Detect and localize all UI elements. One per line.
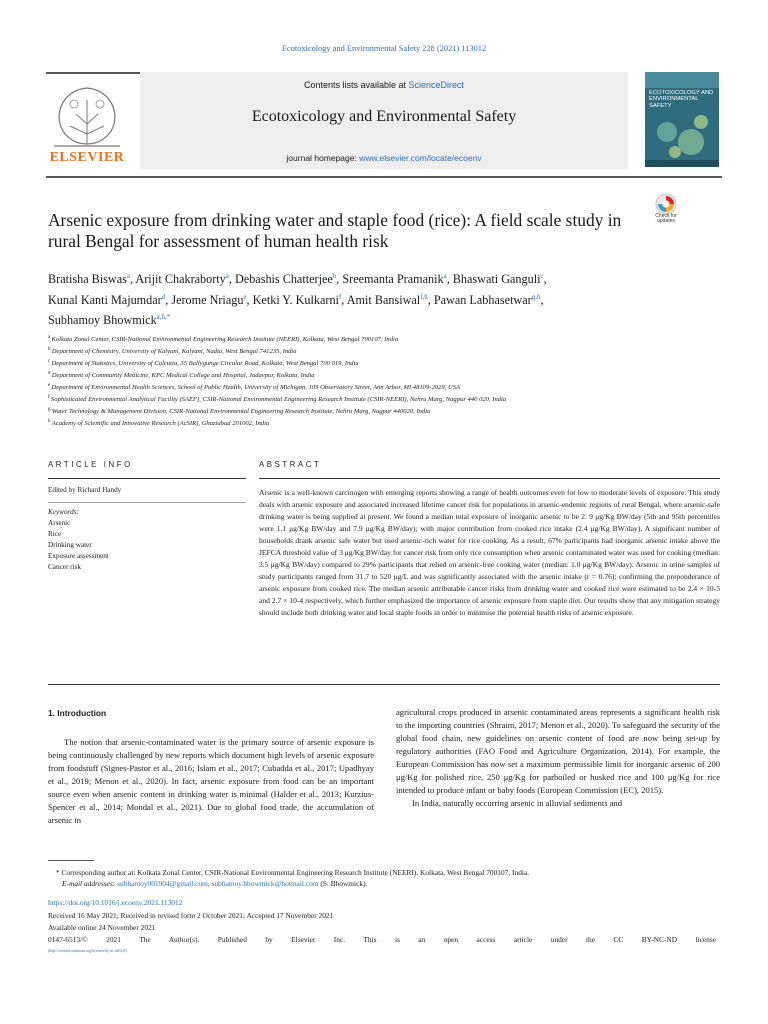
author-name[interactable]: Kunal Kanti Majumdar	[48, 292, 162, 307]
author-name[interactable]: Sreemanta Pramanik	[342, 272, 444, 286]
affiliation-text: Water Technology & Management Division, CSIR-National Environmental Engineering Research Institute, Nehru Marg, Nagpur 440020, India	[51, 408, 431, 415]
email-label: E-mail addresses:	[62, 879, 118, 888]
cover-title-text: ECOTOXICOLOGY AND ENVIRONMENTAL SAFETY	[649, 90, 714, 109]
affiliation-text: Department of Chemistry, University of Kalyani, Kalyani, Nadia, West Bengal 741235, India	[51, 348, 297, 355]
corresponding-author-note: * Corresponding author at: Kolkata Zonal Center, CSIR-National Environmental Engineering Research Institute (NEERI), Kolkata, West Bengal 700107, India.	[56, 868, 530, 877]
author-name[interactable]: Subhamoy Bhowmick	[48, 313, 157, 328]
affiliation-text: Kolkata Zonal Center, CSIR-National Environmental Engineering Research Institute (NEERI), Kolkata, West Bengal 700107, India	[51, 336, 399, 343]
email-links[interactable]: subhamoy001904@gmail.com, subhamoy.bhowmick@hotmail.com	[117, 879, 319, 888]
affiliation-text: Academy of Scientific and Innovative Research (AcSIR), Ghaziabad 201002, India	[51, 420, 270, 427]
author-affiliation-marker[interactable]: b	[332, 272, 337, 280]
article-info-rule	[48, 478, 246, 479]
affiliation-item	[48, 393, 648, 405]
doi-link[interactable]: https://doi.org/10.1016/j.ecoenv.2021.113012	[48, 898, 183, 907]
author-affiliation-marker[interactable]: f,h	[420, 292, 428, 301]
keywords-list	[48, 518, 109, 573]
author-name[interactable]: Pawan Labhasetwar	[433, 292, 532, 307]
affiliation-item	[48, 381, 648, 393]
author-list: Bratisha Biswas$^a$, Arijit Chakraborty$^a$, Debashis Chatterjee$^b$, Sreemanta Pramanik$^a$, Bhaswati Ganguli$^c$, Kunal Kanti Majumdar$^d$, Jerome Nriagu$^e$, Ketki Y. Kulkarni$^f$, Amit Bansiwal$^{f,h}$, Pawan Labhasetwar$^{g,h}$, Subhamoy Bhowmick$^{a,h,*}$	[48, 272, 547, 328]
author-name[interactable]: Bratisha Biswas	[48, 272, 127, 286]
email-addresses	[62, 879, 702, 888]
affiliation-item	[48, 357, 648, 369]
section-heading-introduction: 1. Introduction	[48, 708, 107, 718]
abstract-rule	[259, 478, 720, 479]
keyword-item: Arsenic	[48, 519, 71, 527]
keyword-item: Cancer risk	[48, 562, 81, 571]
running-head[interactable]: Ecotoxicology and Environmental Safety 228 (2021) 113012	[281, 44, 487, 53]
affiliation-marker: e	[48, 383, 52, 388]
author-affiliation-marker[interactable]: e	[243, 292, 247, 301]
affiliation-item	[48, 405, 648, 417]
author-name[interactable]: Bhaswati Ganguli	[452, 272, 541, 286]
affiliation-list	[48, 333, 648, 429]
journal-homepage-link[interactable]: www.elsevier.com/locate/ecoenv	[359, 153, 482, 163]
contents-line	[140, 80, 628, 90]
affiliation-text: Department of Statistics, University of Calcutta, 35 Ballygunge Circular Road, Kolkata, West Bengal 700 019, India	[51, 360, 359, 367]
edited-by-rule	[48, 502, 246, 503]
footnote-rule	[48, 860, 94, 861]
homepage-prefix: journal homepage:	[286, 153, 360, 163]
affiliation-marker: h	[48, 419, 52, 424]
author-name[interactable]: Jerome Nriagu	[171, 292, 244, 307]
author-name[interactable]: Amit Bansiwal	[346, 292, 421, 307]
affiliation-item	[48, 333, 648, 345]
author-affiliation-marker[interactable]: a	[443, 272, 447, 280]
affiliation-marker: b	[48, 347, 52, 352]
author-affiliation-marker[interactable]: d	[161, 292, 166, 301]
header-bottom-rule	[46, 176, 722, 178]
license-link[interactable]: (http://creativecommons.org/licenses/by-nc-nd/4.0/).	[48, 949, 128, 953]
affiliation-marker: f	[48, 395, 51, 400]
abstract-heading: ABSTRACT	[259, 460, 322, 469]
author-affiliation-marker[interactable]: a,h,*	[156, 313, 171, 322]
journal-homepage-line	[140, 153, 628, 163]
author-affiliation-marker[interactable]: a	[225, 272, 229, 280]
author-affiliation-marker[interactable]: g,h	[531, 292, 541, 301]
author-affiliation-marker[interactable]: c	[540, 272, 544, 280]
author-name[interactable]: Arijit Chakraborty	[135, 272, 226, 286]
journal-cover-image	[645, 72, 719, 167]
elsevier-wordmark: ELSEVIER	[49, 150, 125, 165]
affiliation-text: Sophisticated Environmental Analytical Facility (SAEF), CSIR-National Environmental Engineering Research Institute (CSIR-NEERI), Nehru Marg, Nagpur 440 020, India	[50, 396, 507, 403]
check-for-updates-label[interactable]: Check for updates	[655, 213, 677, 225]
intro-right-paragraph: agricultural crops produced in arsenic contaminated areas represents a significant health risk to the importing countries (Shraim, 2017; Menon et al., 2020). To safeguard the security of the global food chain, new guidelines on arsenic content of food are now being set-up by regulatory authorities (FAO Food and Agriculture Organization, 2014). For example, the European Commission has now set a maximum permissible limit for inorganic arsenic of 200 μg/Kg for polished rice, 250 μg/Kg for parboiled or husked rice and 100 μg/Kg for rice intended to produce infant or baby foods (European Commission (EC), 2015).	[396, 707, 720, 796]
keyword-item: Drinking water	[48, 540, 92, 549]
author-affiliation-marker[interactable]: f	[338, 292, 342, 301]
affiliation-text: Department of Community Medicine, KPC Medical College and Hospital, Jadavpur, Kolkata, India	[51, 372, 315, 379]
journal-title: Ecotoxicology and Environmental Safety	[251, 108, 517, 125]
affiliation-item	[48, 417, 648, 429]
sciencedirect-link[interactable]: ScienceDirect	[408, 80, 465, 90]
author-affiliation-marker[interactable]: a	[126, 272, 130, 280]
copyright-line: 0147-6513/© 2021 The Author(s). Published by Elsevier Inc. This is an open access article under the CC BY-NC-ND license	[48, 935, 716, 944]
affiliation-text: Department of Environmental Health Sciences, School of Public Health, University of Michigan, 109 Observatory Street, Ann Arbor, MI 48109-2029, USA	[51, 384, 461, 391]
affiliation-marker: c	[48, 359, 52, 364]
keywords-label: Keywords:	[48, 508, 79, 516]
article-info-heading: ARTICLE INFO	[48, 460, 133, 469]
abstract-body: Arsenic is a well-known carcinogen with emerging reports showing a range of health outcomes even for low to moderate levels of exposure. This study deals with arsenic exposure and associated increased lifetime cancer risk for populations in arsenic-endemic regions of rural Bengal, where arsenic-safe drinking water is being supplied at present. We found a median total exposure of inorganic arsenic to be 2. 9 μg/Kg BW/day (5th and 95th percentiles were 1.1 μg/Kg BW/day and 7.9 μg/Kg BW/day); with major contribution from cooked rice intake (2.4 μg/Kg BW/day). A significant number of households drank arsenic safe water but used arsenic-rich water for rice cooking. As a result, 67% participants had inorganic arsenic intake above the JEFCA threshold value of 3 μg/Kg BW/day for cancer risk from only rice consumption when arsenic contaminated water was used for cooking (median: 3.5 μg/Kg BW/day) compared to 29% participants that relied on arsenic-free cooking water (median: 1.0 μg/Kg BW/day). Arsenic in urine samples of study participants ranged from 31.7 to 520 μg/L and was significantly associated with the arsenic intake (r = 0.76); confirming the preponderance of arsenic exposure from cooked rice. The median arsenic attributable cancer risks from drinking water and cooked rice were estimated to be 2.4 × 10-5 and 2.7 × 10-4 respectively, which further emphasized the importance of arsenic exposure from staple diet. Our results show that any mitigation strategy should include both drinking water and local staple foods in order to minimise the potential health risks of arsenic exposure.	[259, 488, 720, 618]
keyword-item: Rice	[48, 529, 62, 538]
affiliation-marker: g	[48, 407, 52, 412]
intro-right-column	[396, 706, 720, 811]
intro-right-paragraph: In India, naturally occurring arsenic in alluvial sediments and	[412, 798, 623, 809]
affiliation-item	[48, 345, 648, 357]
author-name[interactable]: Debashis Chatterjee	[234, 272, 333, 286]
cover-art	[645, 72, 719, 167]
article-title: Arsenic exposure from drinking water and staple food (rice): A field scale study in rural Bengal for assessment of human health risk	[48, 210, 622, 251]
received-dates: Received 16 May 2021; Received in revised form 2 October 2021; Accepted 17 November 2021	[48, 911, 334, 920]
available-online-date: Available online 24 November 2021	[48, 923, 156, 932]
email-suffix: (S. Bhowmick).	[318, 879, 368, 888]
keyword-item: Exposure assessment	[48, 551, 109, 560]
affiliation-marker: a	[48, 335, 52, 340]
affiliation-marker: d	[48, 371, 52, 376]
contents-prefix: Contents lists available at	[303, 80, 409, 90]
affiliation-item	[48, 369, 648, 381]
edited-by: Edited by Richard Handy	[48, 486, 122, 494]
author-name[interactable]: Ketki Y. Kulkarni	[252, 292, 339, 307]
abstract-end-rule	[48, 684, 720, 685]
intro-left-column: The notion that arsenic-contaminated water is the primary source of arsenic exposure is being continuously challenged by new reports which document high levels of arsenic exposure from foodstuff (Signes-Pastor et al., 2016; Islam et al., 2017; Cubadda et al., 2017; Upadhyay et al., 2019; Menon et al., 2020). In fact, arsenic exposure from food can be an important source even when arsenic content in drinking water is minimal (Halder et al., 2013; Kurzius-Spencer et al., 2014; Mondal et al., 2021). Due to global food trade, the accumulation of arsenic in	[48, 737, 374, 826]
